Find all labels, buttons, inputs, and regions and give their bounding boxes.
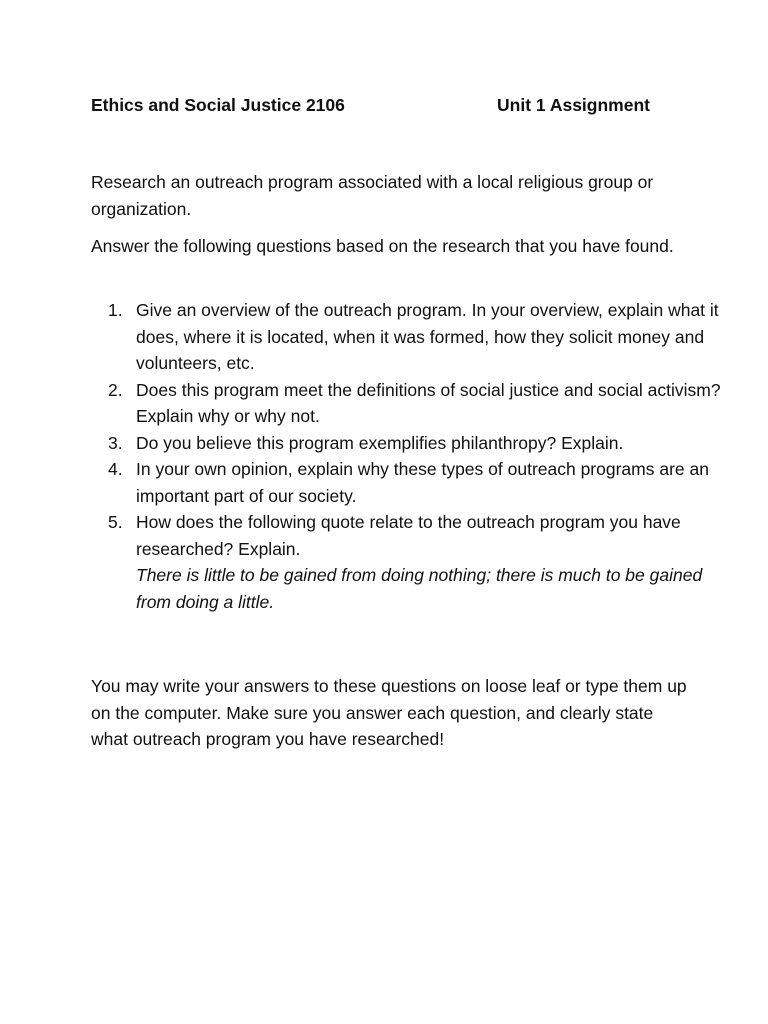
course-title: Ethics and Social Justice 2106 — [91, 95, 345, 115]
closing-paragraph: You may write your answers to these questions on loose leaf or type them up on the computer. Make sure you answer each question, and clearly state what outreach program you have researched! — [91, 676, 687, 749]
question-text-4: In your own opinion, explain why these types of outreach programs are an important part of our society. — [136, 459, 709, 506]
quote-text: There is little to be gained from doing nothing; there is much to be gained from doing a little. — [136, 565, 703, 612]
intro-paragraph-1: Research an outreach program associated with a local religious group or organization. — [91, 172, 654, 219]
question-item-1 — [136, 297, 736, 377]
question-text-3: Do you believe this program exemplifies philanthropy? Explain. — [136, 432, 624, 453]
question-list — [91, 297, 736, 615]
assignment-title: Unit 1 Assignment — [497, 95, 650, 115]
question-text-2: Does this program meet the definitions of social justice and social activism? Explain why or why not. — [136, 379, 721, 426]
intro-paragraph-2: Answer the following questions based on the research that you have found. — [91, 236, 674, 256]
document-header — [91, 93, 671, 119]
question-item-3 — [136, 430, 736, 457]
question-text-5: How does the following quote relate to the outreach program you have researched? Explain. — [136, 512, 681, 559]
question-item-5 — [136, 509, 736, 615]
question-text-1: Give an overview of the outreach program. In your overview, explain what it does, where it is located, when it was formed, how they solicit money and volunteers, etc. — [136, 300, 719, 373]
question-item-4 — [136, 456, 736, 509]
question-item-2 — [136, 377, 736, 430]
